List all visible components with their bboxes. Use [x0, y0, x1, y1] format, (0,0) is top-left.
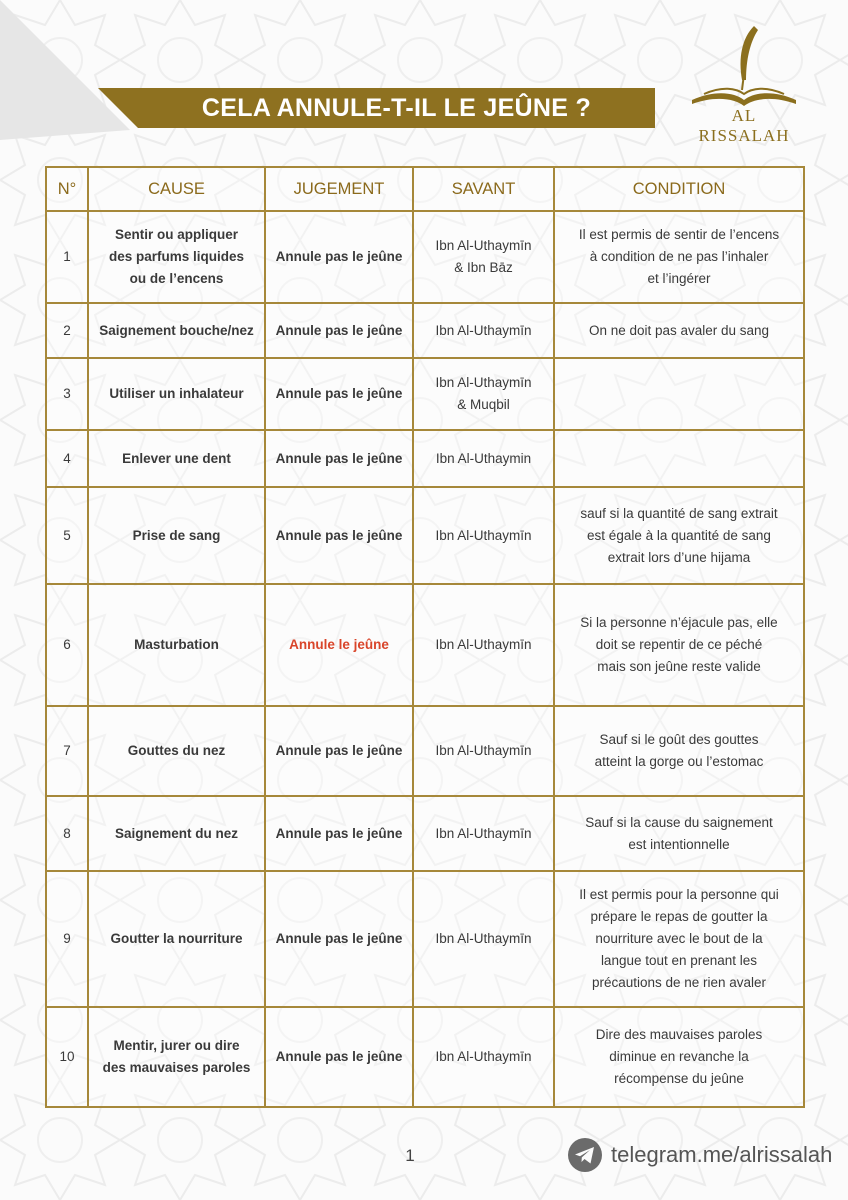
header-number: N° [46, 167, 88, 211]
condition-cell [554, 871, 804, 1007]
cell-line: Ibn Al-Uthaymīn [435, 322, 532, 338]
cause-cell [88, 706, 265, 796]
jugement-cell: Annule pas le jeûne [265, 1007, 413, 1107]
cell-line: des mauvaises paroles [102, 1060, 251, 1075]
savant-cell [413, 584, 554, 706]
condition-cell [554, 796, 804, 871]
cause-cell [88, 584, 265, 706]
jugement-cell: Annule pas le jeûne [265, 706, 413, 796]
header-cause: CAUSE [88, 167, 265, 211]
telegram-link[interactable] [568, 1137, 832, 1173]
header-savant: SAVANT [413, 167, 554, 211]
cell-line: Si la personne n’éjacule pas, elle [580, 615, 778, 630]
cause-cell [88, 430, 265, 487]
table-row [46, 487, 804, 584]
savant-cell [413, 706, 554, 796]
cell-line: Ibn Al-Uthaymīn [435, 375, 532, 390]
table-row [46, 706, 804, 796]
row-number: 6 [46, 584, 88, 706]
condition-cell [554, 487, 804, 584]
cell-line: Enlever une dent [122, 450, 231, 466]
cell-line: Saignement bouche/nez [99, 322, 254, 338]
cause-cell [88, 796, 265, 871]
cell-line: Ibn Al-Uthaymīn [435, 1049, 532, 1064]
jugement-cell: Annule pas le jeûne [265, 303, 413, 358]
telegram-icon [568, 1138, 602, 1172]
cell-line: Mentir, jurer ou dire [113, 1038, 240, 1053]
savant-cell [413, 358, 554, 430]
cell-line: Sentir ou appliquer [114, 227, 238, 242]
cell-line: Utiliser un inhalateur [109, 386, 244, 401]
cell-line: Gouttes du nez [127, 743, 226, 758]
cause-cell [88, 871, 265, 1007]
cause-cell [88, 211, 265, 303]
cell-line: Il est permis de sentir de l’encens [578, 227, 780, 242]
jugement-cell: Annule pas le jeûne [265, 211, 413, 303]
table-row [46, 1007, 804, 1107]
cell-line: Ibn Al-Uthaymīn [435, 637, 532, 652]
cell-line: Ibn Al-Uthaymīn [435, 825, 532, 841]
cell-line: doit se repentir de ce péché [595, 637, 763, 652]
cell-line: est intentionnelle [628, 836, 730, 852]
title-banner [98, 88, 655, 128]
cell-line: Sauf si la cause du saignement [585, 814, 773, 830]
savant-cell [413, 1007, 554, 1107]
cell-line: Dire des mauvaises paroles [595, 1027, 763, 1042]
quill-book-logo-icon [684, 24, 804, 109]
jugement-cell: Annule pas le jeûne [265, 487, 413, 584]
cell-line: Ibn Al-Uthaymīn [435, 238, 532, 253]
table-row [46, 796, 804, 871]
fasting-rulings-table [45, 166, 805, 1108]
cell-line: mais son jeûne reste valide [597, 659, 761, 674]
cell-line: Il est permis pour la personne qui [579, 887, 779, 902]
jugement-cell: Annule pas le jeûne [265, 358, 413, 430]
condition-cell [554, 358, 804, 430]
condition-cell [554, 706, 804, 796]
row-number: 5 [46, 487, 88, 584]
cell-line: prépare le repas de goutter la [590, 909, 768, 924]
jugement-cell: Annule pas le jeûne [265, 430, 413, 487]
cell-line: Masturbation [134, 637, 219, 652]
cause-cell [88, 1007, 265, 1107]
condition-cell [554, 430, 804, 487]
page-number: 1 [405, 1146, 415, 1165]
jugement-cell: Annule le jeûne [265, 584, 413, 706]
savant-cell [413, 303, 554, 358]
condition-cell [554, 303, 804, 358]
cell-line: sauf si la quantité de sang extrait [580, 505, 778, 521]
table-row [46, 358, 804, 430]
cell-line: Saignement du nez [114, 825, 239, 841]
condition-cell [554, 211, 804, 303]
table-row [46, 303, 804, 358]
cell-line: On ne doit pas avaler du sang [588, 322, 770, 338]
cell-line: Ibn Al-Uthaymīn [435, 527, 532, 543]
cell-line: est égale à la quantité de sang [587, 527, 771, 543]
cell-line: atteint la gorge ou l’estomac [594, 754, 764, 769]
header-jugement: JUGEMENT [265, 167, 413, 211]
row-number: 9 [46, 871, 88, 1007]
jugement-cell: Annule pas le jeûne [265, 796, 413, 871]
table-row [46, 584, 804, 706]
cell-line: Ibn Al-Uthaymīn [435, 931, 532, 946]
row-number: 4 [46, 430, 88, 487]
cell-line: Prise de sang [132, 527, 221, 543]
cell-line: à condition de ne pas l’inhaler [589, 249, 769, 264]
savant-cell [413, 487, 554, 584]
page-title: CELA ANNULE-T-IL LE JEÛNE ? [201, 94, 592, 122]
table-row [46, 211, 804, 303]
jugement-cell: Annule pas le jeûne [265, 871, 413, 1007]
cause-cell [88, 358, 265, 430]
brand-logo [684, 24, 804, 145]
savant-cell [413, 796, 554, 871]
cell-line: Sauf si le goût des gouttes [599, 732, 759, 747]
cell-line: et l’ingérer [647, 271, 711, 286]
cause-cell [88, 303, 265, 358]
cause-cell [88, 487, 265, 584]
cell-line: diminue en revanche la [609, 1049, 749, 1064]
cell-line: langue tout en prenant les [600, 953, 758, 968]
row-number: 1 [46, 211, 88, 303]
condition-cell [554, 584, 804, 706]
cell-line: Ibn Al-Uthaymin [435, 450, 532, 466]
savant-cell [413, 430, 554, 487]
table-row [46, 871, 804, 1007]
cell-line: & Ibn Bāz [454, 260, 513, 275]
cell-line: extrait lors d’une hijama [607, 549, 751, 565]
cell-line: ou de l’encens [129, 271, 224, 286]
telegram-url: telegram.me/alrissalah [611, 1142, 833, 1167]
cell-line: nourriture avec le bout de la [595, 931, 763, 946]
row-number: 2 [46, 303, 88, 358]
header-condition: CONDITION [554, 167, 804, 211]
cell-line: & Muqbil [457, 397, 510, 412]
row-number: 8 [46, 796, 88, 871]
savant-cell [413, 871, 554, 1007]
row-number: 7 [46, 706, 88, 796]
logo-text: AL RISSALAH [698, 106, 790, 145]
table-row [46, 430, 804, 487]
row-number: 10 [46, 1007, 88, 1107]
cell-line: Ibn Al-Uthaymīn [435, 743, 532, 758]
condition-cell [554, 1007, 804, 1107]
cell-line: précautions de ne rien avaler [591, 975, 767, 990]
cell-line: Goutter la nourriture [110, 931, 243, 946]
table-header-row [46, 167, 804, 211]
cell-line: récompense du jeûne [614, 1071, 744, 1086]
row-number: 3 [46, 358, 88, 430]
savant-cell [413, 211, 554, 303]
cell-line: des parfums liquides [108, 249, 245, 264]
